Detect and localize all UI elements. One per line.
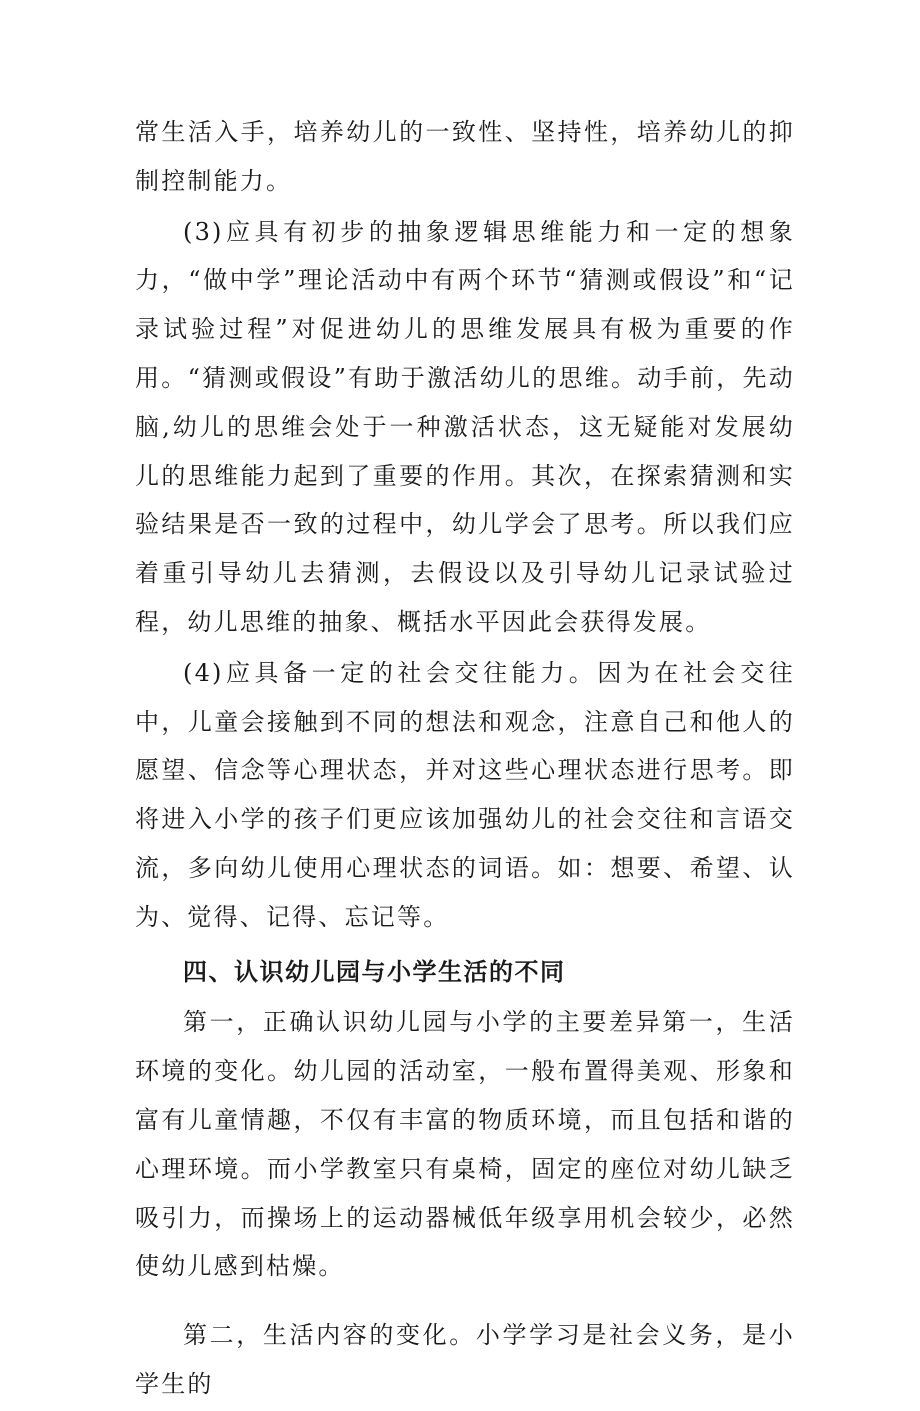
paragraph-social-skills: (4)应具备一定的社会交往能力。因为在社会交往中，儿童会接触到不同的想法和观念，注意自己和他人的愿望、信念等心理状态，并对这些心理状态进行思考。即将进入小学的孩子们更应该加强幼儿的社会交往和言语交流，多向幼儿使用心理状态的词语。如：想要、希望、认为、觉得、记得、忘记等。 [135, 658, 795, 931]
paragraph-gap [135, 1293, 795, 1311]
paragraph-continuation: 常生活入手，培养幼儿的一致性、坚持性，培养幼儿的抑制控制能力。 [135, 118, 795, 195]
document-body [135, 108, 795, 1411]
paragraph-environment-change: 第一，正确认识幼儿园与小学的主要差异第一，生活环境的变化。幼儿园的活动室，一般布置得美观、形象和富有儿童情趣，不仅有丰富的物质环境，而且包括和谐的心理环境。而小学教室只有桌椅，固定的座位对幼儿缺乏吸引力，而操场上的运动器械低年级享用机会较少，必然使幼儿感到枯燥。 [135, 1008, 795, 1281]
paragraph-abstract-thinking: (3)应具有初步的抽象逻辑思维能力和一定的想象力，“做中学”理论活动中有两个环节“猜测或假设”和“记录试验过程”对促进幼儿的思维发展具有极为重要的作用。“猜测或假设”有助于激活幼儿的思维。动手前，先动脑,幼儿的思维会处于一种激活状态，这无疑能对发展幼儿的思维能力起到了重要的作用。其次，在探索猜测和实验结果是否一致的过程中，幼儿学会了思考。所以我们应着重引导幼儿去猜测，去假设以及引导幼儿记录试验过程，幼儿思维的抽象、概括水平因此会获得发展。 [135, 217, 795, 636]
paragraph-content-change: 第二，生活内容的变化。小学学习是社会义务，是小学生的 [135, 1321, 795, 1398]
section-heading: 四、认识幼儿园与小学生活的不同 [183, 957, 566, 986]
